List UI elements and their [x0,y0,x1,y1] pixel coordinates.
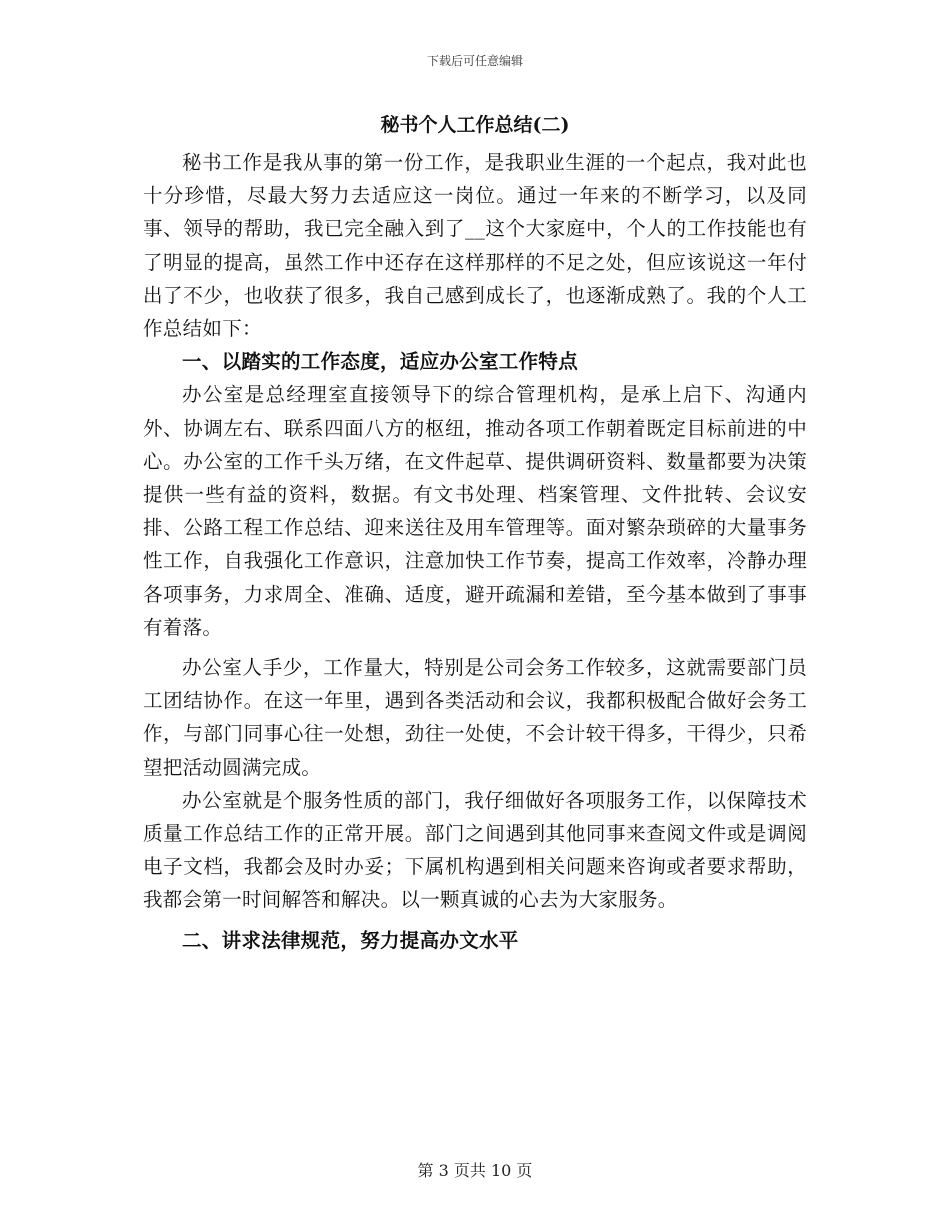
paragraph-teamwork: 办公室人手少，工作量大，特别是公司会务工作较多，这就需要部门员工团结协作。在这一年里，遇到各类活动和会议，我都积极配合做好会务工作，与部门同事心往一处想，劲往一处使，不会计较干得多，干得少，只希望把活动圆满完成。 [143,656,807,779]
document-body [143,146,807,957]
page-number: 第 3 页共 10 页 [417,1161,533,1180]
section-heading-1: 一、以踏实的工作态度，适应办公室工作特点 [182,350,579,374]
document-title: 秘书个人工作总结(二) [380,114,570,136]
paragraph-service: 办公室就是个服务性质的部门，我仔细做好各项服务工作，以保障技术质量工作总结工作的正常开展。部门之间遇到其他同事来查阅文件或是调阅电子文档，我都会及时办妥；下属机构遇到相关问题来咨询或者要求帮助，我都会第一时间解答和解决。以一颗真诚的心去为大家服务。 [143,788,807,912]
section-heading-2: 二、讲求法律规范，努力提高办文水平 [182,928,519,952]
paragraph-intro: 秘书工作是我从事的第一份工作，是我职业生涯的一个起点，我对此也十分珍惜，尽最大努力去适应这一岗位。通过一年来的不断学习，以及同事、领导的帮助，我已完全融入到了__这个大家庭中，个人的工作技能也有了明显的提高，虽然工作中还存在这样那样的不足之处，但应该说这一年付出了不少，也收获了很多，我自己感到成长了，也逐渐成熟了。我的个人工作总结如下： [143,151,807,341]
paragraph-office-role: 办公室是总经理室直接领导下的综合管理机构，是承上启下、沟通内外、协调左右、联系四面八方的枢纽，推动各项工作朝着既定目标前进的中心。办公室的工作千头万绪，在文件起草、提供调研资料、数量都要为决策提供一些有益的资料，数据。有文书处理、档案管理、文件批转、会议安排、公路工程工作总结、迎来送往及用车管理等。面对繁杂琐碎的大量事务性工作，自我强化工作意识，注意加快工作节奏，提高工作效率，冷静办理各项事务，力求周全、准确、适度，避开疏漏和差错，至今基本做到了事事有着落。 [143,383,807,639]
header-note: 下载后可任意编辑 [426,54,523,68]
